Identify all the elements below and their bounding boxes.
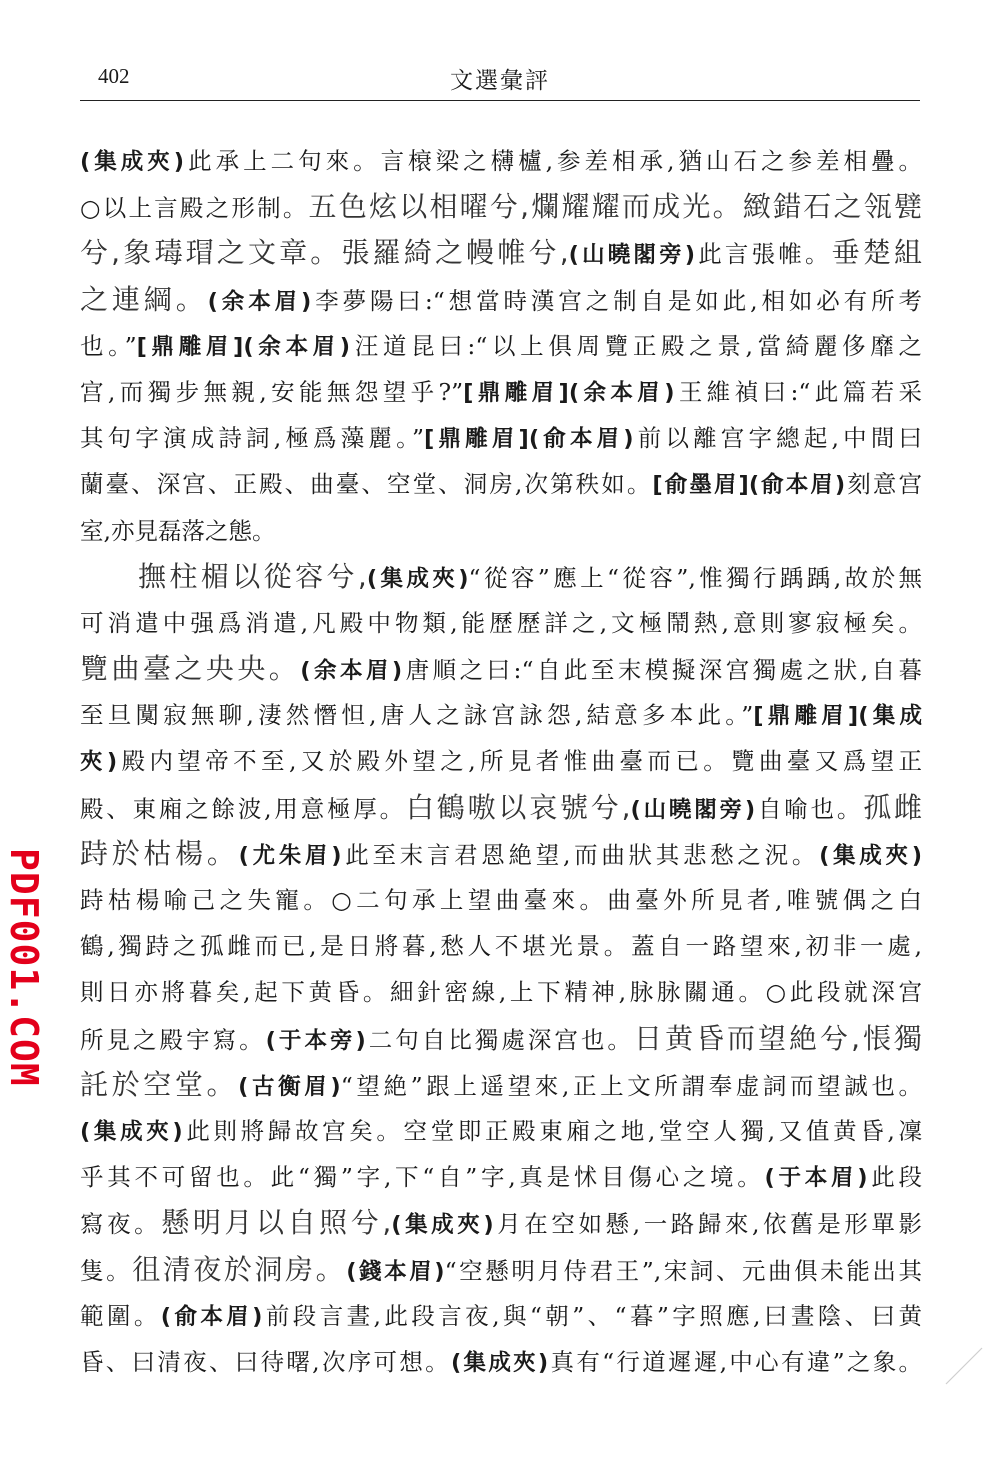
text-line: [80, 1062, 922, 1108]
page-header: [80, 58, 920, 101]
commentary-source-tag: (余本眉): [207, 288, 312, 315]
commentary-text-segment: 李夢陽曰:“想當時漢宫之制自是如此,相如必有所考: [311, 286, 922, 315]
commentary-text-segment: 汪道昆曰:“以上俱周覽正殿之景,當綺麗侈靡之: [350, 331, 922, 360]
watermark: PDF001.COM: [2, 848, 46, 1087]
main-text-segment: 覽曲臺之央央。: [80, 652, 301, 686]
text-line: [80, 831, 922, 877]
main-text-segment: 之連綱。: [80, 282, 208, 316]
commentary-source-tag: 夾): [80, 749, 118, 776]
commentary-source-tag: (集成夾): [80, 149, 185, 175]
text-line: [80, 1108, 922, 1154]
commentary-text-segment: 寫夜。: [80, 1210, 162, 1239]
text-line: [80, 508, 922, 554]
text-line: [80, 1200, 922, 1246]
text-line: [80, 923, 922, 969]
text-line: [80, 138, 922, 184]
commentary-text-segment: 唐順之曰:“自此至末模擬深宫獨處之狀,自暮: [402, 656, 922, 685]
text-line: [80, 738, 922, 784]
commentary-text-segment: 跱枯楊喻己之失寵。○二句承上望曲臺來。曲臺外所見者,唯號偶之白: [80, 886, 922, 914]
text-line: [80, 1339, 922, 1385]
text-line: [80, 1293, 922, 1339]
commentary-source-tag: (集成夾): [819, 842, 922, 869]
commentary-source-tag: (山曉閣旁): [568, 242, 696, 269]
main-text-segment: 懸明月以自照兮,: [161, 1206, 392, 1240]
commentary-text-segment: 前以離宫字總起,中間曰: [633, 424, 922, 453]
commentary-text-segment: 可消遣中强爲消遣,凡殿中物類,能歷歷詳之,文極鬧熱,意則寥寂極矣。: [80, 608, 922, 637]
main-text-segment: 日黄昏而望絶兮,悵獨: [633, 1021, 922, 1055]
commentary-text-segment: 自喻也。: [755, 794, 864, 823]
commentary-text-segment: 所見之殿宇寫。: [80, 1025, 266, 1054]
commentary-text-segment: 此則將歸故宫矣。空堂即正殿東廂之地,堂空人獨,又值黄昏,凜: [182, 1116, 922, 1145]
text-line: [80, 600, 922, 646]
commentary-text-segment: 昏、曰清夜、曰待曙,次序可想。: [80, 1347, 451, 1376]
commentary-source-tag: (集成夾): [80, 1118, 183, 1145]
main-text-segment: 五色炫以相曜兮,爛耀耀而成光。緻錯石之瓴甓: [308, 190, 922, 224]
commentary-source-tag: (尤朱眉): [238, 842, 342, 869]
text-line: [80, 877, 922, 923]
commentary-text-segment: 範圍。: [80, 1301, 161, 1330]
corner-fold-mark: [944, 1346, 984, 1386]
commentary-text-segment: 隻。: [80, 1256, 133, 1285]
main-text-segment: 白鶴嗷以哀號兮,: [405, 790, 631, 824]
commentary-text-segment: 二句自比獨處深宫也。: [365, 1025, 634, 1054]
commentary-source-tag: (于本旁): [265, 1027, 366, 1054]
commentary-text-segment: 此段: [867, 1163, 922, 1192]
main-text-segment: 孤雌: [863, 790, 922, 824]
main-text-segment: 託於空堂。: [80, 1067, 239, 1101]
commentary-text-segment: 則日亦將暮矣,起下黄昏。細針密線,上下精神,脉脉關通。○此段就深宫: [80, 978, 922, 1007]
commentary-text-segment: 殿内望帝不至,又於殿外望之,所見者惟曲臺而已。覽曲臺又爲望正: [117, 747, 922, 776]
commentary-source-tag: (集成夾): [450, 1349, 549, 1376]
commentary-source-tag: [俞墨眉]: [652, 472, 749, 499]
commentary-source-tag: (余本眉): [243, 333, 351, 360]
commentary-source-tag: (余本眉): [300, 658, 403, 685]
commentary-source-tag: [鼎雕眉]: [136, 333, 244, 360]
commentary-text-segment: 刻意宫: [845, 470, 922, 499]
text-line: [80, 1247, 922, 1293]
commentary-text-segment: 前段言晝,此段言夜,與“朝”、“暮”字照應,曰晝陰、曰黄: [262, 1301, 922, 1330]
main-text-segment: 兮,象瑇瑁之文章。張羅綺之幔帷兮,: [80, 236, 569, 270]
commentary-text-segment: 乎其不可留也。此“獨”字,下“自”字,真是怵目傷心之境。: [80, 1163, 765, 1192]
commentary-source-tag: (集成: [858, 703, 922, 730]
text-line: [80, 461, 922, 507]
commentary-source-tag: (余本眉): [568, 379, 675, 406]
body-text: [80, 138, 922, 1385]
text-line: [80, 1154, 922, 1200]
commentary-text-segment: “望絶”跟上遥望來,正上文所謂奉虚詞而望誠也。: [340, 1071, 922, 1100]
text-line: [80, 415, 922, 461]
main-text-segment: 跱於枯楊。: [80, 836, 239, 870]
commentary-text-segment: 此至末言君恩絶望,而曲狀其悲愁之況。: [341, 840, 820, 869]
running-title: 文選彙評: [450, 68, 550, 94]
text-line: [80, 692, 922, 738]
commentary-text-segment: 宫,而獨步無親,安能無怨望乎?”: [80, 377, 464, 406]
commentary-source-tag: (山曉閣旁): [630, 796, 756, 823]
commentary-source-tag: (集成夾): [391, 1212, 494, 1239]
text-line: [80, 323, 922, 369]
commentary-text-segment: 此言張帷。: [695, 240, 832, 269]
commentary-text-segment: 殿、東廂之餘波,用意極厚。: [80, 794, 406, 823]
page-number: 402: [98, 64, 130, 88]
commentary-text-segment: 室,亦見磊落之態。: [80, 516, 276, 545]
text-line: [80, 230, 922, 276]
commentary-source-tag: (俞本眉): [160, 1303, 263, 1330]
commentary-text-segment: “空懸明月侍君王”,宋詞、元曲俱未能出其: [444, 1256, 922, 1285]
text-line: [80, 1016, 922, 1062]
commentary-source-tag: (集成夾): [366, 565, 469, 592]
text-line: [80, 646, 922, 692]
commentary-text-segment: 蘭臺、深宫、正殿、曲臺、空堂、洞房,次第秩如。: [80, 470, 653, 499]
commentary-text-segment: 其句字演成詩詞,極爲藻麗。”: [80, 424, 425, 453]
text-line: [80, 369, 922, 415]
commentary-text-segment: 王維禎曰:“此篇若采: [674, 377, 922, 406]
commentary-text-segment: 此承上二句來。言榱梁之欂櫨,参差相承,猶山石之参差相疊。: [184, 147, 922, 175]
commentary-text-segment: 至旦闃寂無聊,淒然憯怛,唐人之詠宫詠怨,結意多本此。”: [80, 701, 754, 730]
main-text-segment: 撫柱楣以從容兮,: [138, 559, 367, 593]
text-line: [80, 969, 922, 1015]
commentary-source-tag: [鼎雕眉]: [424, 426, 529, 453]
commentary-text-segment: 鶴,獨跱之孤雌而已,是日將暮,愁人不堪光景。蓋自一路望來,初非一處,: [80, 932, 922, 961]
commentary-text-segment: “從容”應上“從容”,惟獨行踽踽,故於無: [468, 563, 922, 592]
commentary-text-segment: 也。”: [80, 331, 137, 360]
text-line: [80, 554, 922, 600]
commentary-source-tag: [鼎雕眉]: [753, 703, 859, 730]
main-text-segment: 徂清夜於洞房。: [132, 1252, 347, 1286]
text-line: [80, 184, 922, 230]
commentary-source-tag: (俞本眉): [748, 472, 846, 499]
commentary-text-segment: ○以上言殿之形制。: [80, 194, 309, 223]
commentary-source-tag: (俞本眉): [528, 426, 634, 453]
commentary-text-segment: 真有“行道遲遲,中心有違”之象。: [548, 1347, 922, 1376]
text-line: [80, 785, 922, 831]
commentary-source-tag: (于本眉): [764, 1165, 868, 1192]
text-line: [80, 277, 922, 323]
main-text-segment: 垂楚組: [831, 236, 922, 270]
commentary-source-tag: (錢本眉): [346, 1258, 445, 1285]
commentary-text-segment: 月在空如懸,一路歸來,依舊是形單影: [493, 1210, 922, 1239]
commentary-source-tag: (古衡眉): [238, 1073, 341, 1100]
commentary-source-tag: [鼎雕眉]: [463, 379, 569, 406]
